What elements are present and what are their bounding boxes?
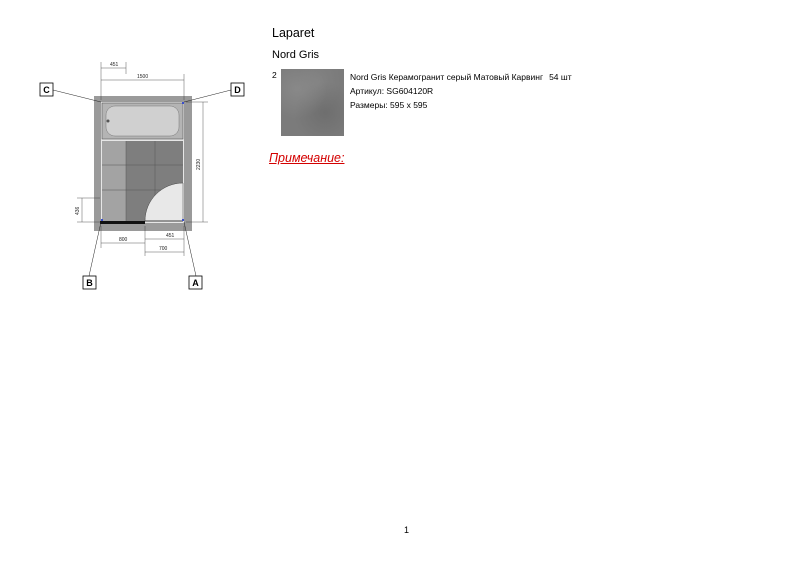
item-name: Nord Gris Керамогранит серый Матовый Карвинг (350, 72, 544, 82)
dim-top-offset: 451 (110, 62, 119, 68)
svg-text:C: C (43, 85, 50, 95)
collection-title: Nord Gris (272, 49, 320, 61)
item-quantity: 54 шт (549, 72, 572, 82)
svg-text:B: B (86, 278, 93, 288)
item-title-row (350, 70, 572, 84)
drain-icon (107, 120, 110, 123)
tile-swatch-image (281, 69, 344, 136)
note-label: Примечание: (269, 151, 345, 165)
wall-segment (100, 221, 145, 224)
item-article: Артикул: SG604120R (350, 86, 434, 96)
dim-top-width: 1500 (137, 74, 149, 80)
page-number: 1 (404, 525, 410, 535)
item-number: 2 (272, 70, 277, 80)
view-marker-c (40, 83, 53, 96)
bathtub-basin (106, 106, 179, 136)
dim-bottom-total: 700 (159, 246, 168, 252)
dim-bottom-left: 800 (119, 237, 128, 243)
item-size: Размеры: 595 x 595 (350, 100, 428, 110)
corner-mark (182, 102, 184, 104)
dim-bottom-door: 451 (166, 233, 175, 239)
view-marker-d (231, 83, 244, 96)
view-marker-a (189, 276, 202, 289)
side-panel (102, 141, 126, 221)
bathroom-plan-drawing (0, 0, 260, 300)
dim-right-height: 2230 (196, 158, 202, 170)
svg-text:A: A (192, 278, 199, 288)
leader-line-c (53, 90, 101, 102)
svg-text:D: D (234, 85, 241, 95)
view-marker-b (83, 276, 96, 289)
item-details (350, 70, 572, 112)
corner-mark (182, 219, 184, 221)
corner-mark (101, 219, 103, 221)
brand-title: Laparet (272, 26, 315, 40)
dim-left-height: 436 (75, 206, 81, 215)
